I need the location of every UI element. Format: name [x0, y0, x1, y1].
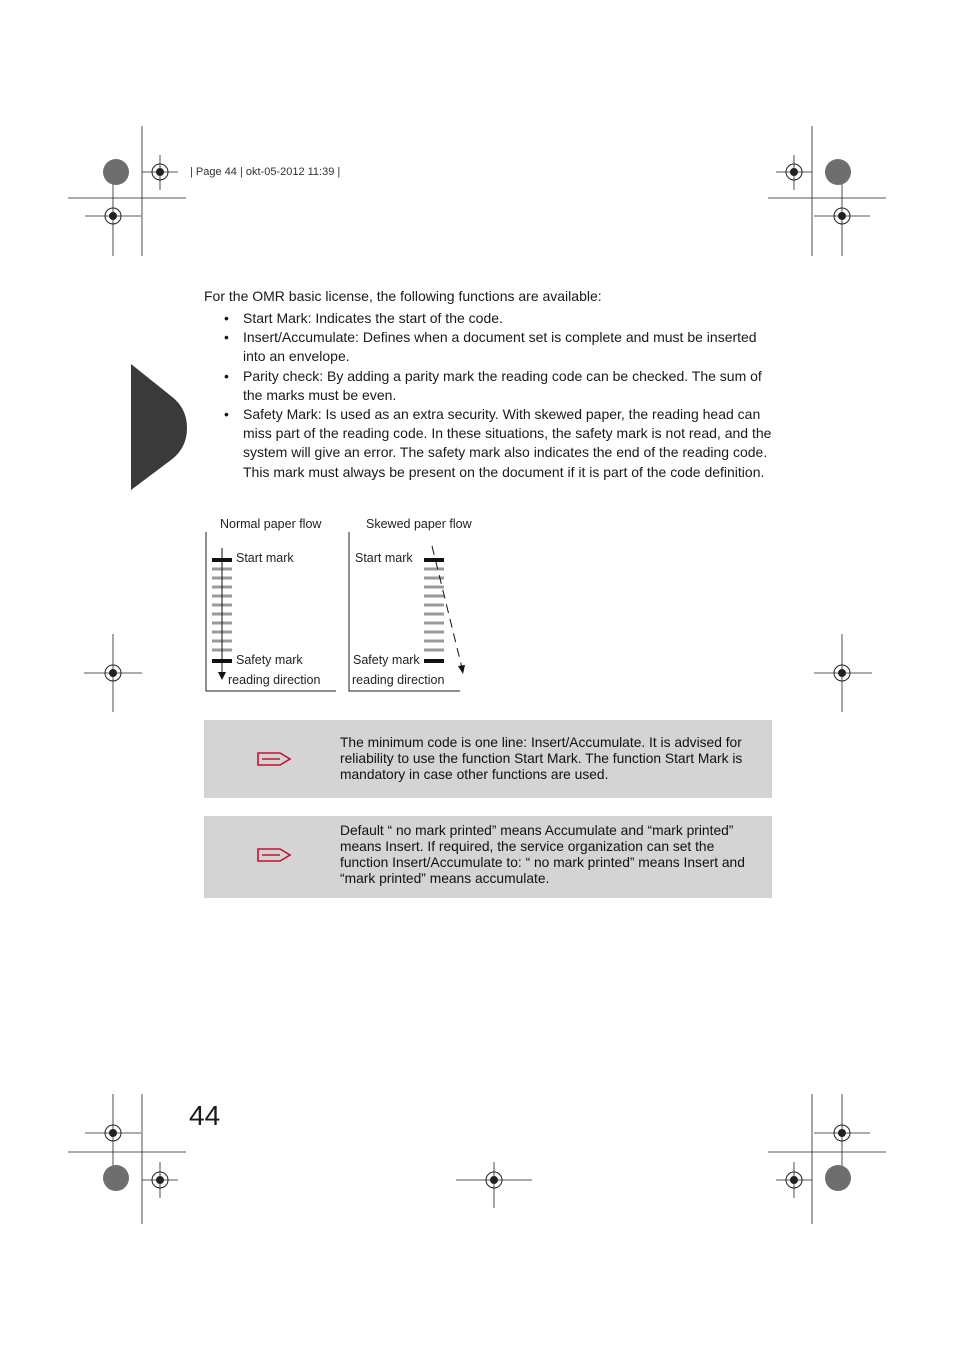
paper-flow-diagram: [200, 510, 480, 700]
list-item: • Safety Mark: Is used as an extra security. With skewed paper, the reading head can miss part of the reading code. In these situations, the safety mark is not read, and the system will give an error. The safety mark also indicates the end of the reading code. This mark must always be present on the document if it is part of the code definition.: [224, 406, 772, 480]
bullet-icon: •: [224, 310, 229, 326]
normal-start-label: Start mark: [236, 551, 294, 565]
skewed-safety-label: Safety mark: [353, 653, 420, 667]
skewed-start-label: Start mark: [355, 551, 413, 565]
bullet-icon: •: [224, 329, 229, 346]
note-text: The minimum code is one line: Insert/Accumulate. It is advised for reliability to use the function Start Mark. The function Start Mark is mandatory in case other functions are used.: [340, 735, 743, 782]
list-item: • Parity check: By adding a parity mark the reading code can be checked. The sum of the marks must be even.: [224, 367, 762, 403]
note-box: [204, 816, 772, 898]
skewed-direction-label: reading direction: [352, 673, 445, 687]
chapter-tab: [131, 364, 191, 492]
skewed-flow-title: Skewed paper flow: [366, 517, 472, 531]
page-info-header: | Page 44 | okt-05-2012 11:39 |: [190, 166, 341, 178]
bullet-icon: •: [224, 367, 229, 384]
pencil-note-icon: [256, 845, 292, 865]
pencil-note-icon: [256, 749, 292, 769]
note-text: Default “ no mark printed” means Accumulate and “mark printed” means Insert. If required, the service organization can set the function Insert/Accumulate to: “ no mark printed” means Insert and “mark printed” means accumulate.: [340, 823, 745, 886]
normal-flow-panel: [206, 517, 336, 691]
page-number: 44: [189, 1100, 221, 1131]
normal-flow-title: Normal paper flow: [220, 517, 322, 531]
intro-text: For the OMR basic license, the following functions are available:: [204, 288, 602, 304]
normal-safety-label: Safety mark: [236, 653, 303, 667]
normal-direction-label: reading direction: [228, 673, 321, 687]
note-box: [204, 720, 772, 798]
bullet-icon: •: [224, 406, 229, 423]
skewed-flow-panel: [349, 517, 473, 691]
list-item: • Insert/Accumulate: Defines when a document set is complete and must be inserted into an envelope.: [224, 329, 757, 365]
list-item: • Start Mark: Indicates the start of the code.: [224, 309, 776, 328]
function-list: [224, 309, 776, 482]
